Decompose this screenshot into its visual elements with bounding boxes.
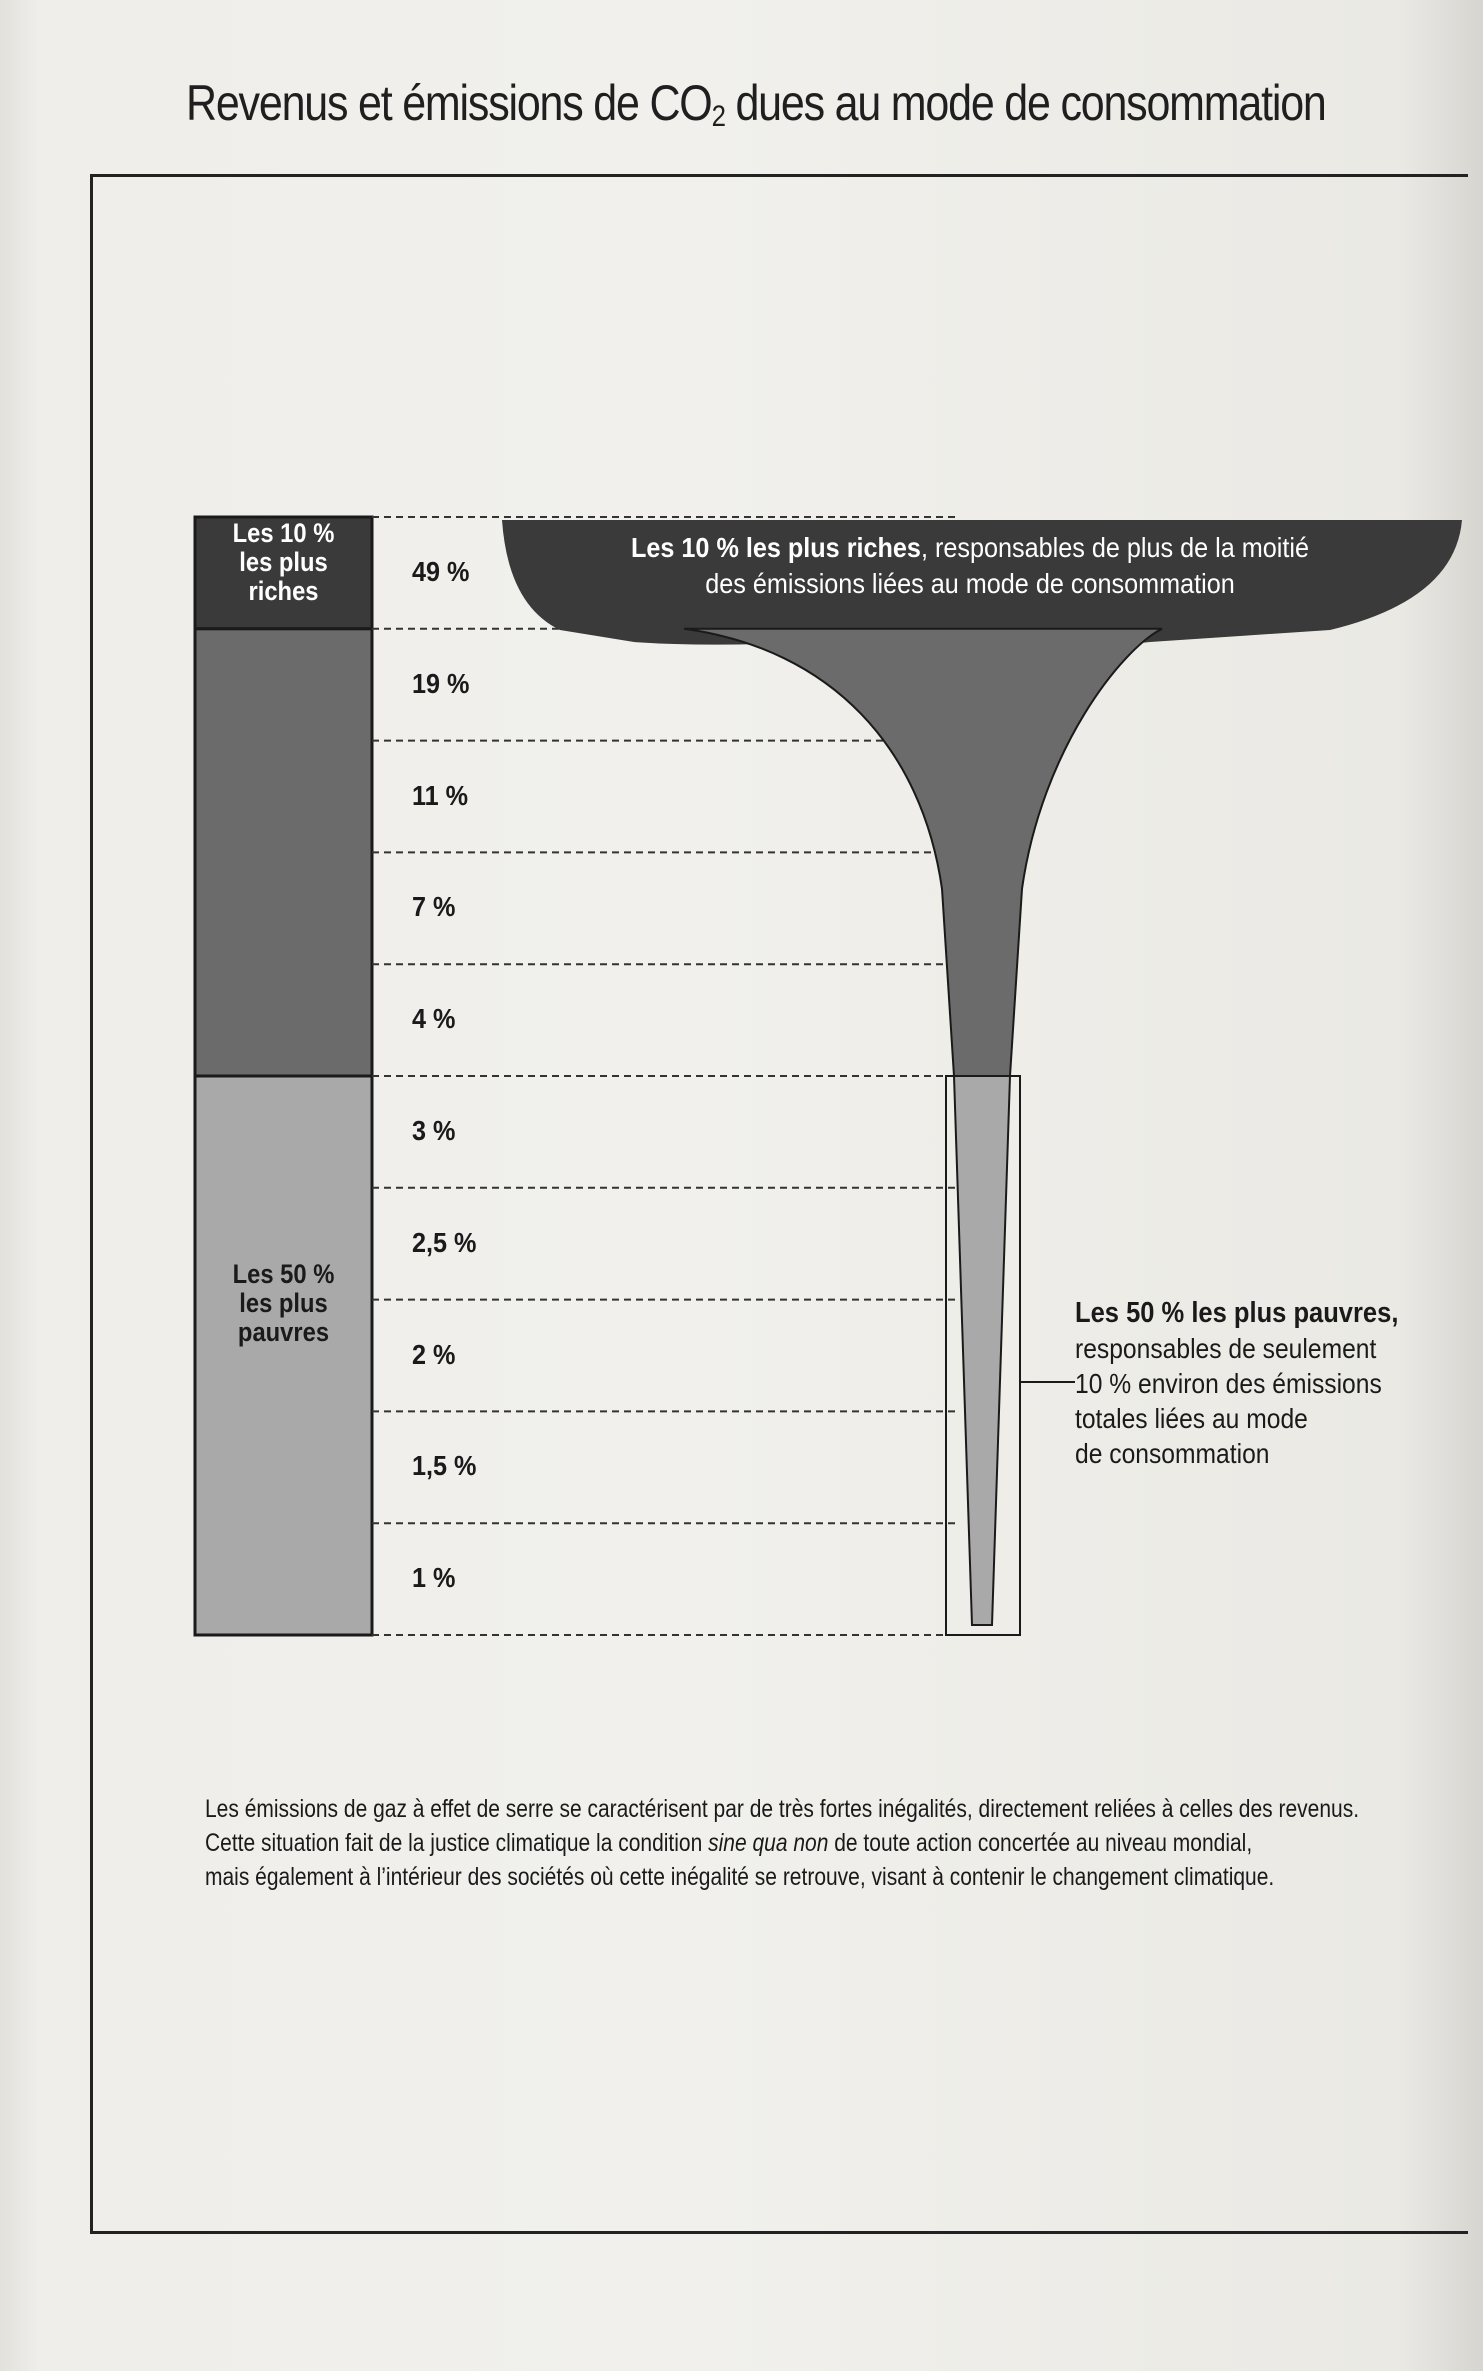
poor-annotation-line: 10 % environ des émissions [1075, 1368, 1382, 1399]
decile-value-label: 19 % [412, 667, 470, 699]
funnel-poor-section [954, 1076, 1010, 1625]
decile-value-label: 1 % [412, 1562, 456, 1594]
rich-annotation [574, 530, 1366, 602]
poor-annotation-heading: Les 50 % les plus pauvres, [1075, 1297, 1399, 1329]
decile-value-label: 2 % [412, 1338, 456, 1370]
chart-title: Revenus et émissions de $CO_2$ dues au mode de consommation [186, 75, 1326, 133]
rich-annotation-line2: des émissions liées au mode de consommation [705, 568, 1235, 599]
figure-caption [205, 1792, 1360, 1894]
caption-line-1: Les émissions de gaz à effet de serre se caractérisent par de très fortes inégalités, directement reliées à celles des revenus. [205, 1795, 1360, 1823]
funnel-middle-section [684, 629, 1162, 1076]
decile-value-label: 4 % [412, 1003, 456, 1035]
group-label-2: Les 50 % les plus pauvres [232, 1259, 335, 1348]
poor-annotation-line: totales liées au mode [1075, 1403, 1308, 1434]
decile-value-label: 11 % [412, 779, 469, 811]
poor-annotation [1075, 1296, 1409, 1471]
group-label-0: Les 10 % les plus riches [232, 518, 335, 606]
bar-segment-1 [195, 629, 372, 1076]
decile-value-label: 2,5 % [412, 1226, 477, 1258]
decile-value-label: 49 % [412, 555, 470, 587]
stacked-bar [195, 517, 372, 1635]
poor-annotation-line: responsables de seulement [1075, 1333, 1377, 1364]
decile-value-label: 7 % [412, 891, 456, 923]
bar-segment-2 [195, 1076, 372, 1635]
rich-annotation-line1: , responsables de plus de la moitié [920, 532, 1309, 563]
caption-line-2: Cette situation fait de la justice climatique la condition sine qua non de toute action concertée au niveau mondial, [205, 1829, 1253, 1857]
rich-annotation-bold: Les 10 % les plus riches [630, 532, 921, 563]
poor-annotation-line: de consommation [1075, 1438, 1270, 1469]
caption-line-3: mais également à l’intérieur des sociétés où cette inégalité se retrouve, visant à contenir le changement climatique. [205, 1863, 1275, 1891]
decile-value-label: 1,5 % [412, 1450, 477, 1482]
decile-value-label: 3 % [412, 1114, 456, 1146]
